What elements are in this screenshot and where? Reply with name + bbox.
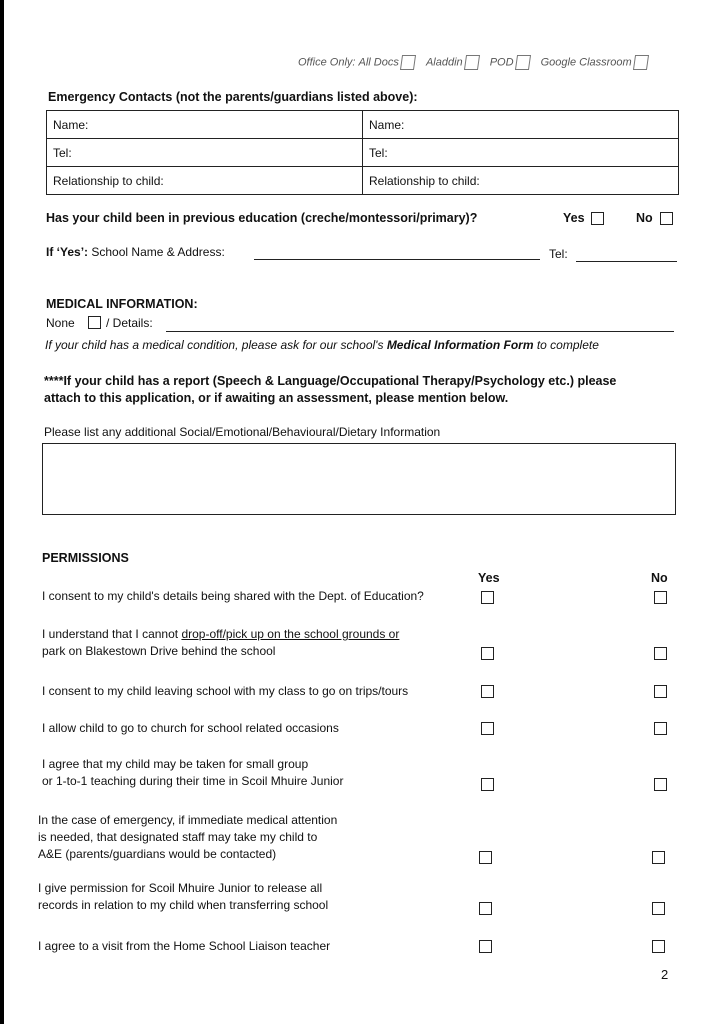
emergency-contacts-heading: Emergency Contacts (not the parents/guardians listed above): — [48, 90, 418, 104]
previous-school-tel-line[interactable] — [576, 261, 677, 262]
permission-item-1 — [42, 626, 399, 660]
school-name-address-label: School Name & Address: — [91, 245, 225, 259]
medical-note-end-text: to complete — [536, 338, 599, 352]
office-option-aladdin: Aladdin — [425, 56, 463, 69]
if-yes-label: If ‘Yes’: — [46, 245, 89, 259]
permission-item-6-text-2: records in relation to my child when transferring school — [38, 898, 329, 912]
left-edge-bar — [0, 0, 4, 1024]
previous-education-question: Has your child been in previous education (creche/montessori/primary)? — [46, 211, 478, 225]
permission-4-no-checkbox[interactable] — [654, 778, 667, 791]
office-checkbox-google-classroom[interactable] — [633, 55, 649, 70]
report-line-1: ****If your child has a report (Speech & Language/Occupational Therapy/Psychology etc.) please — [44, 374, 617, 388]
emergency-relationship-field-1[interactable]: Relationship to child: — [47, 167, 363, 195]
previous-education-yes-label: Yes — [563, 211, 585, 225]
office-checkbox-all-docs[interactable] — [400, 55, 416, 70]
permission-3-yes-checkbox[interactable] — [481, 722, 494, 735]
emergency-relationship-field-2[interactable]: Relationship to child: — [363, 167, 679, 195]
permission-item-1-text-2: park on Blakestown Drive behind the school — [42, 644, 276, 658]
permission-item-4-text-2: or 1-to-1 teaching during their time in Scoil Mhuire Junior — [42, 774, 344, 788]
permission-item-3-text: I allow child to go to church for school related occasions — [42, 721, 339, 735]
previous-education-no-checkbox[interactable] — [660, 212, 673, 225]
medical-details-line[interactable] — [166, 331, 674, 332]
office-option-pod: POD — [489, 56, 514, 69]
report-instructions — [44, 373, 616, 407]
permissions-yes-header: Yes — [478, 571, 500, 585]
table-row — [47, 167, 679, 195]
permissions-no-header: No — [651, 571, 668, 585]
permission-2-no-checkbox[interactable] — [654, 685, 667, 698]
table-row — [47, 111, 679, 139]
permissions-heading: PERMISSIONS — [42, 551, 129, 565]
permission-0-yes-checkbox[interactable] — [481, 591, 494, 604]
permission-1-no-checkbox[interactable] — [654, 647, 667, 660]
previous-education-no-label: No — [636, 211, 653, 225]
permission-5-yes-checkbox[interactable] — [479, 851, 492, 864]
permission-item-4 — [42, 756, 343, 790]
additional-info-textbox[interactable] — [42, 443, 676, 515]
office-option-all-docs: All Docs — [358, 56, 399, 69]
previous-education-yes-checkbox[interactable] — [591, 212, 604, 225]
permission-item-0-text: I consent to my child's details being shared with the Dept. of Education? — [42, 589, 424, 603]
permission-item-7-text: I agree to a visit from the Home School Liaison teacher — [38, 939, 331, 953]
report-line-2: attach to this application, or if awaiting an assessment, please mention below. — [44, 391, 509, 405]
medical-details-label: / Details: — [106, 316, 153, 330]
permission-3-no-checkbox[interactable] — [654, 722, 667, 735]
permission-item-6-text-1: I give permission for Scoil Mhuire Junior to release all — [38, 881, 323, 895]
permission-1-yes-checkbox[interactable] — [481, 647, 494, 660]
page-number: 2 — [661, 967, 669, 982]
previous-school-tel-label: Tel: — [549, 247, 568, 261]
office-checkbox-aladdin[interactable] — [464, 55, 480, 70]
permission-item-2-text: I consent to my child leaving school with my class to go on trips/tours — [42, 684, 409, 698]
emergency-name-field-1[interactable]: Name: — [47, 111, 363, 139]
office-option-google-classroom: Google Classroom — [540, 56, 632, 69]
permission-6-yes-checkbox[interactable] — [479, 902, 492, 915]
drop-off-underlined-text: drop-off/pick up on the school grounds or — [181, 627, 400, 641]
emergency-tel-field-1[interactable]: Tel: — [47, 139, 363, 167]
table-row — [47, 139, 679, 167]
permission-item-5-text-3: A&E (parents/guardians would be contacted) — [38, 847, 277, 861]
permission-item-5 — [38, 812, 337, 863]
medical-information-heading: MEDICAL INFORMATION: — [46, 297, 198, 311]
emergency-name-field-2[interactable]: Name: — [363, 111, 679, 139]
medical-information-form-text: Medical Information Form — [386, 338, 534, 352]
permission-2-yes-checkbox[interactable] — [481, 685, 494, 698]
permission-item-5-text-2: is needed, that designated staff may take my child to — [38, 830, 318, 844]
permission-6-no-checkbox[interactable] — [652, 902, 665, 915]
medical-note — [45, 338, 599, 352]
permission-item-1-text-1: I understand that I cannot drop-off/pick up on the school grounds or — [42, 627, 400, 641]
permission-7-no-checkbox[interactable] — [652, 940, 665, 953]
school-name-address-line[interactable] — [254, 259, 540, 260]
permission-item-0 — [42, 588, 424, 605]
additional-info-label: Please list any additional Social/Emotional/Behavioural/Dietary Information — [44, 425, 441, 439]
permission-item-2 — [42, 683, 408, 700]
if-yes-row — [46, 245, 225, 259]
permission-item-7 — [38, 938, 330, 955]
office-only-row — [298, 55, 648, 70]
medical-none-checkbox[interactable] — [88, 316, 101, 329]
office-checkbox-pod[interactable] — [514, 55, 530, 70]
permission-item-5-text-1: In the case of emergency, if immediate medical attention — [38, 813, 338, 827]
medical-none-label: None — [46, 316, 75, 330]
medical-note-text: If your child has a medical condition, please ask for our school's — [45, 338, 384, 352]
permission-item-6 — [38, 880, 328, 914]
permission-4-yes-checkbox[interactable] — [481, 778, 494, 791]
permission-7-yes-checkbox[interactable] — [479, 940, 492, 953]
permission-item-4-text-1: I agree that my child may be taken for small group — [42, 757, 309, 771]
office-only-label: Office Only: — [298, 56, 356, 69]
permission-5-no-checkbox[interactable] — [652, 851, 665, 864]
permission-0-no-checkbox[interactable] — [654, 591, 667, 604]
emergency-tel-field-2[interactable]: Tel: — [363, 139, 679, 167]
permission-item-3 — [42, 720, 339, 737]
emergency-contacts-table — [46, 110, 679, 195]
